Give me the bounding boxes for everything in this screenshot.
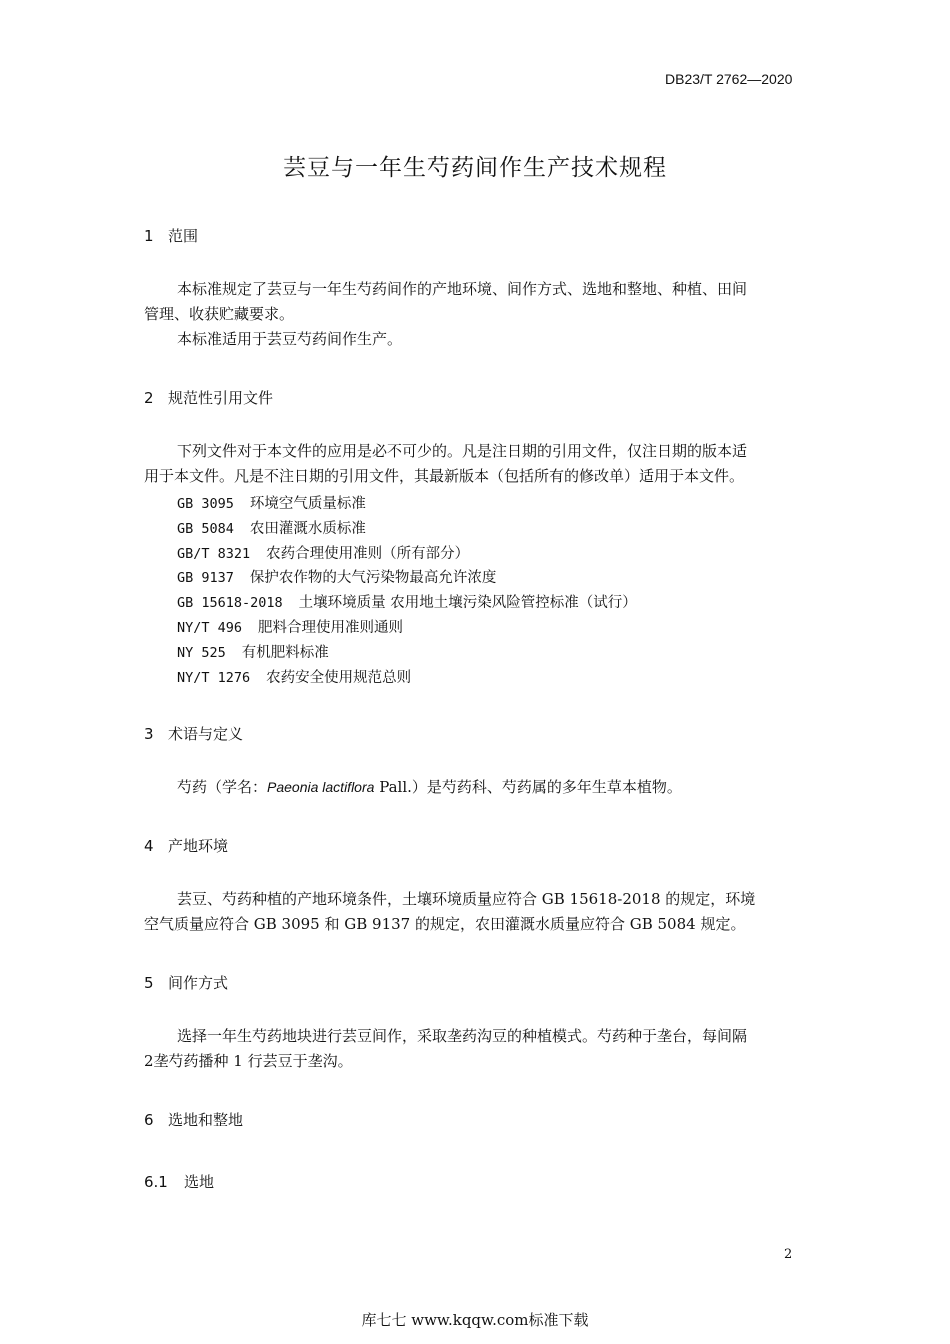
reference-item bbox=[177, 566, 496, 587]
section-number: 4 bbox=[144, 837, 154, 855]
section-4-paragraph-line: 空气质量应符合 GB 3095 和 GB 9137 的规定，农田灌溉水质量应符合 GB 5084 规定。 bbox=[144, 915, 746, 933]
section-number: 6 bbox=[144, 1111, 154, 1129]
reference-code: NY/T 496 bbox=[177, 620, 243, 636]
reference-item bbox=[177, 641, 329, 662]
reference-code: GB 5084 bbox=[177, 521, 234, 537]
section-title: 规范性引用文件 bbox=[168, 389, 274, 407]
reference-code: NY 525 bbox=[177, 645, 226, 661]
reference-item bbox=[177, 517, 366, 538]
reference-name: 农田灌溉水质标准 bbox=[249, 521, 366, 537]
reference-name: 保护农作物的大气污染物最高允许浓度 bbox=[249, 570, 497, 586]
section-6-heading bbox=[144, 1109, 243, 1130]
section-5-paragraph-line: 2垄芍药播种 1 行芸豆于垄沟。 bbox=[144, 1052, 353, 1070]
section-4-heading bbox=[144, 835, 228, 856]
section-title: 选地和整地 bbox=[168, 1111, 244, 1129]
section-number: 6.1 bbox=[144, 1173, 168, 1191]
section-4-paragraph-line: 芸豆、芍药种植的产地环境条件，土壤环境质量应符合 GB 15618-2018 的规定，环境 bbox=[177, 890, 756, 908]
section-6-1-heading bbox=[144, 1171, 214, 1192]
reference-code: GB 3095 bbox=[177, 496, 234, 512]
reference-code: GB 9137 bbox=[177, 570, 234, 586]
reference-name: 有机肥料标准 bbox=[241, 645, 329, 661]
reference-name: 农药安全使用规范总则 bbox=[266, 670, 412, 686]
section-title: 间作方式 bbox=[168, 974, 229, 992]
section-number: 2 bbox=[144, 389, 154, 407]
reference-code: GB/T 8321 bbox=[177, 546, 251, 562]
reference-name: 肥料合理使用准则通则 bbox=[258, 620, 404, 636]
footer-watermark: 库七七 www.kqqw.com标准下载 bbox=[361, 1311, 589, 1329]
page-title: 芸豆与一年生芍药间作生产技术规程 bbox=[283, 155, 667, 181]
section-number: 5 bbox=[144, 974, 154, 992]
section-1-paragraph-line: 管理、收获贮藏要求。 bbox=[144, 305, 295, 323]
section-title: 术语与定义 bbox=[168, 725, 244, 743]
standard-code: DB23/T 2762—2020 bbox=[665, 71, 793, 87]
reference-name: 土壤环境质量 农用地土壤污染风险管控标准（试行） bbox=[298, 595, 637, 611]
section-5-paragraph-line: 选择一年生芍药地块进行芸豆间作，采取垄药沟豆的种植模式。芍药种于垄台，每间隔 bbox=[177, 1027, 748, 1045]
section-title: 产地环境 bbox=[168, 837, 229, 855]
section-2-paragraph-line: 用于本文件。凡是不注日期的引用文件，其最新版本（包括所有的修改单）适用于本文件。 bbox=[144, 467, 745, 485]
reference-item bbox=[177, 666, 411, 687]
section-number: 1 bbox=[144, 227, 154, 245]
section-3-paragraph bbox=[177, 775, 682, 800]
reference-item bbox=[177, 492, 366, 513]
section-1-paragraph: 本标准适用于芸豆芍药间作生产。 bbox=[177, 330, 403, 348]
reference-name: 环境空气质量标准 bbox=[249, 496, 366, 512]
section-3-heading bbox=[144, 723, 243, 744]
reference-name: 农药合理使用准则（所有部分） bbox=[266, 546, 470, 562]
reference-item bbox=[177, 591, 637, 612]
section-1-heading bbox=[144, 225, 198, 246]
definition-prefix: 芍药（学名： bbox=[177, 778, 268, 796]
reference-item bbox=[177, 616, 403, 637]
section-2-paragraph-line: 下列文件对于本文件的应用是必不可少的。凡是注日期的引用文件，仅注日期的版本适 bbox=[177, 442, 748, 460]
definition-suffix: Pall.）是芍药科、芍药属的多年生草本植物。 bbox=[374, 778, 682, 796]
reference-item bbox=[177, 542, 469, 563]
section-1-paragraph-line: 本标准规定了芸豆与一年生芍药间作的产地环境、间作方式、选地和整地、种植、田间 bbox=[177, 280, 748, 298]
section-number: 3 bbox=[144, 725, 154, 743]
reference-code: NY/T 1276 bbox=[177, 670, 251, 686]
latin-name: Paeonia lactiflora bbox=[267, 779, 375, 795]
reference-code: GB 15618-2018 bbox=[177, 595, 283, 611]
section-5-heading bbox=[144, 972, 228, 993]
section-title: 选地 bbox=[184, 1173, 215, 1191]
section-title: 范围 bbox=[168, 227, 199, 245]
section-2-heading bbox=[144, 387, 273, 408]
page-number: 2 bbox=[784, 1247, 793, 1262]
